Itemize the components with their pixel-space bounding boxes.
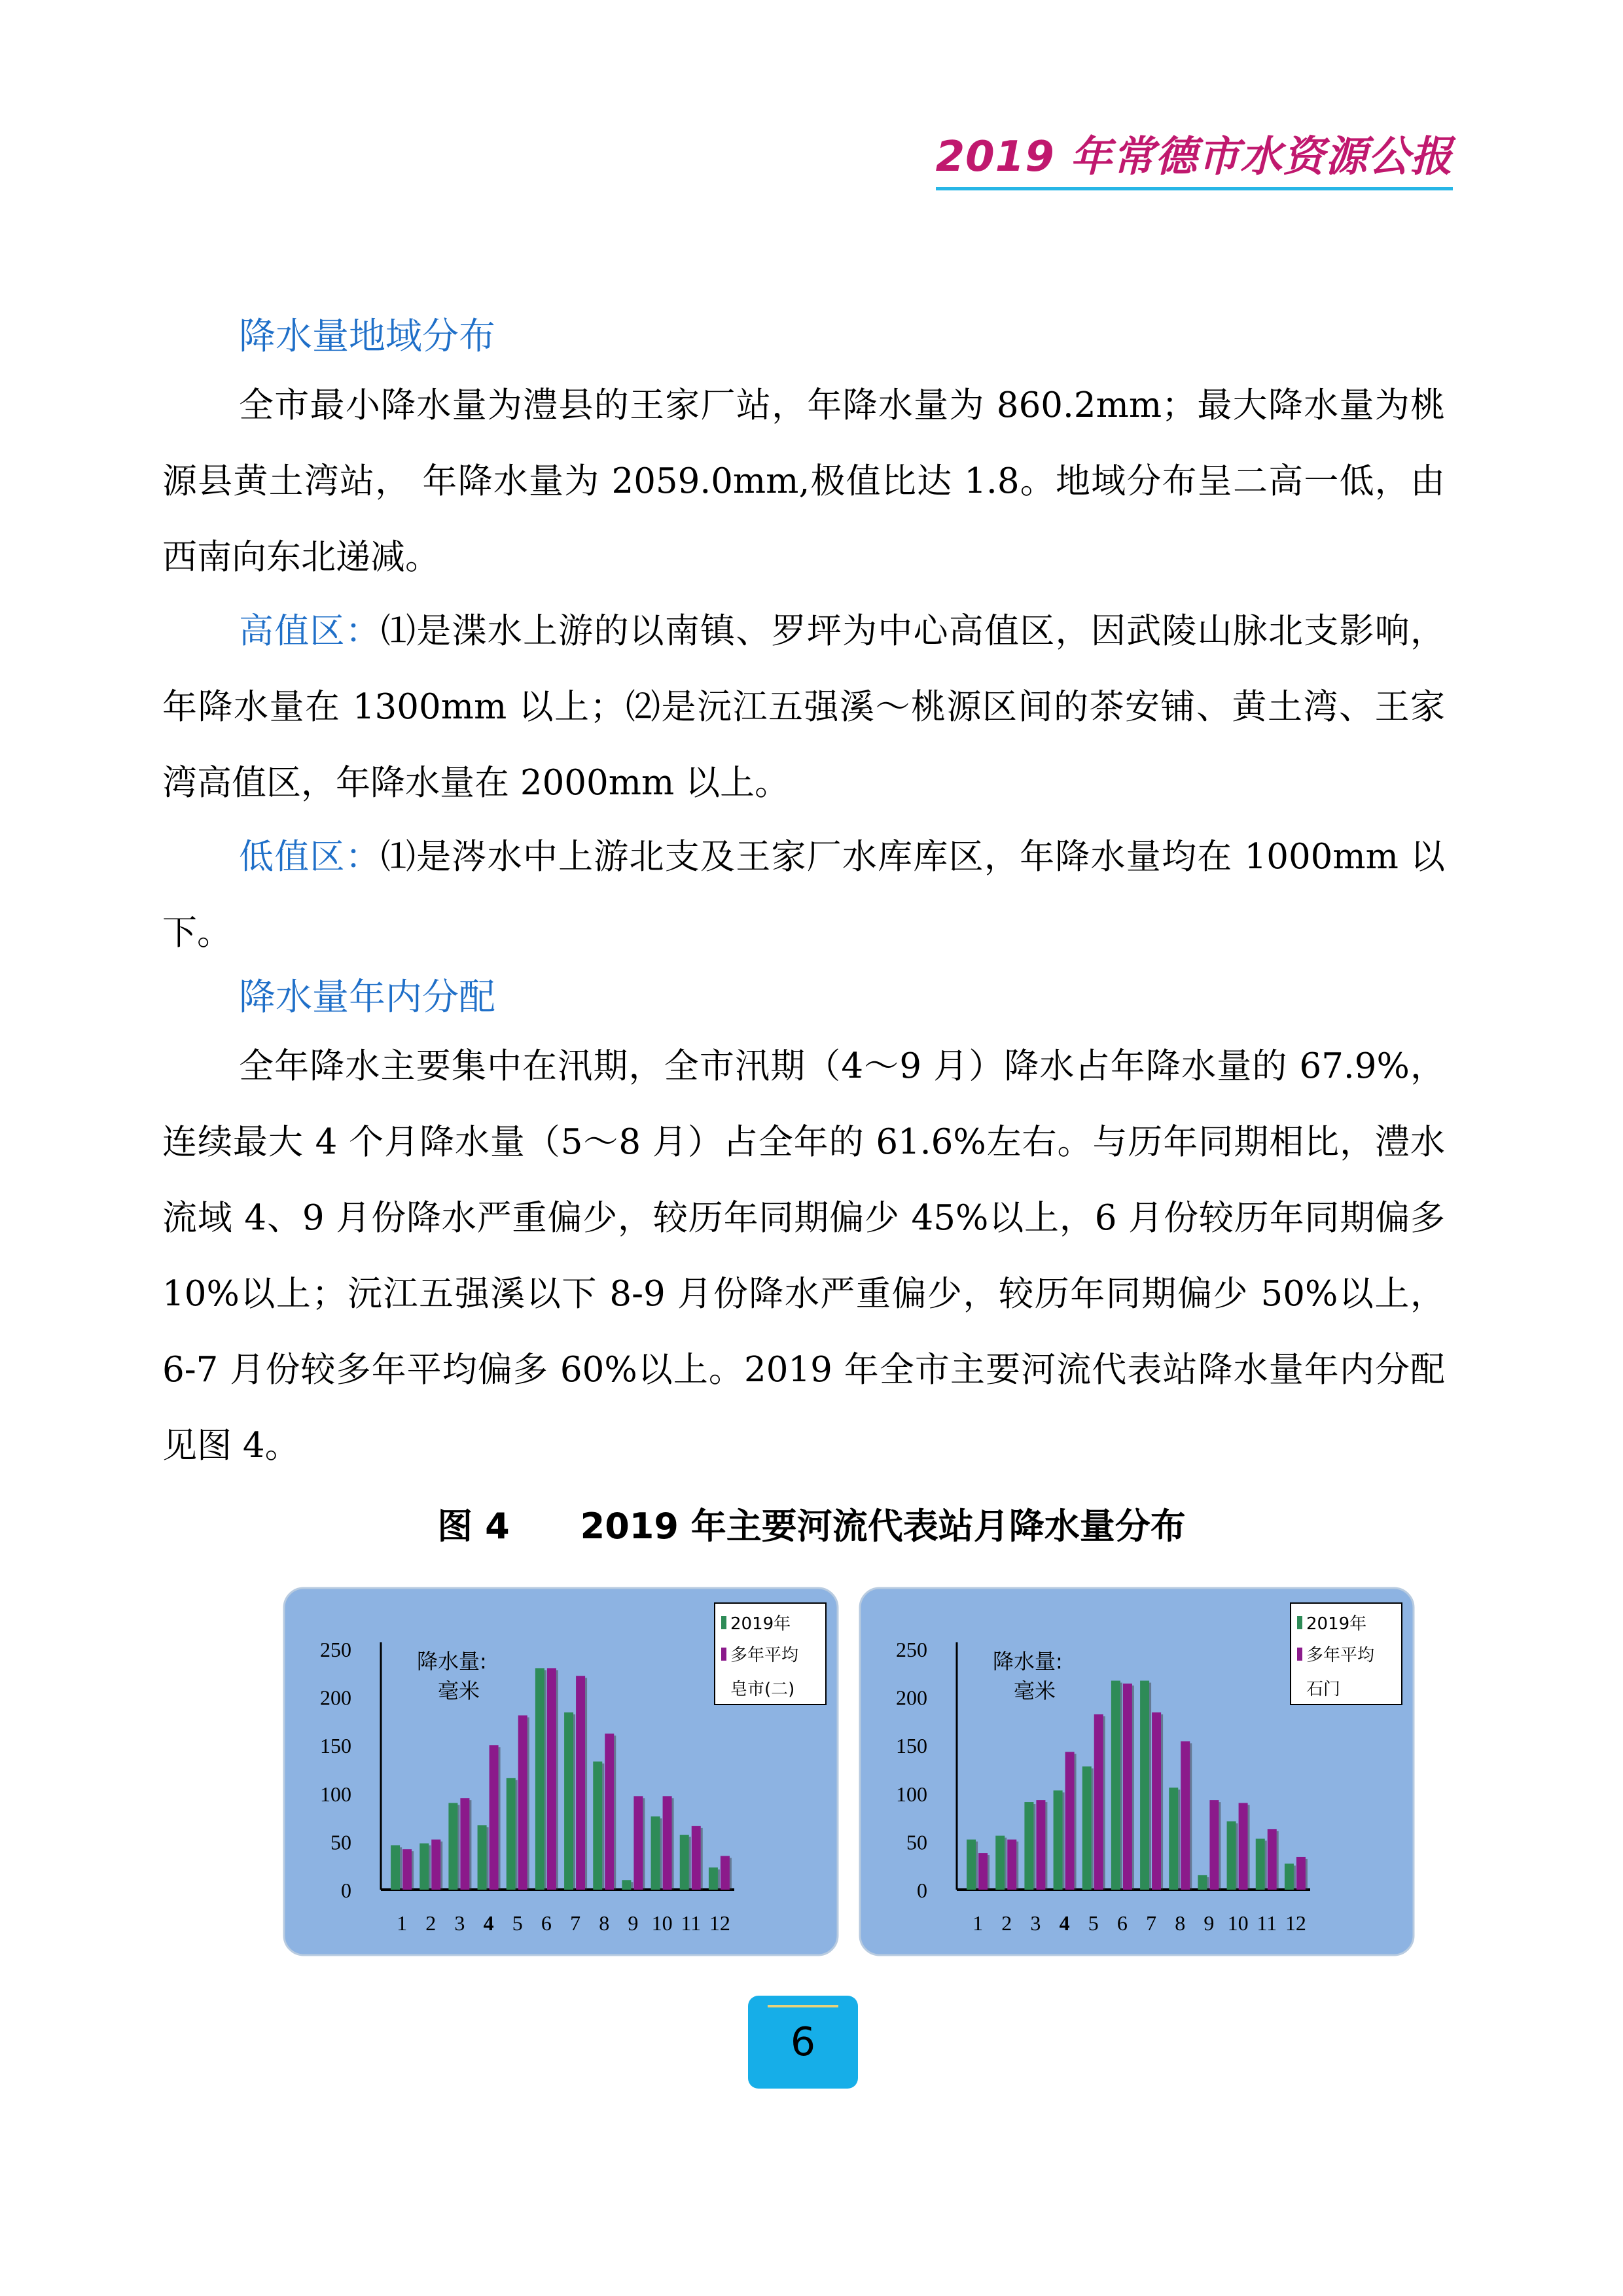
x-tick-label: 3 — [454, 1911, 465, 1935]
bar-2019 — [1054, 1790, 1063, 1890]
x-tick-label: 1 — [397, 1911, 408, 1935]
y-axis-label: 降水量: — [417, 1649, 487, 1674]
bar-shadow — [1092, 1769, 1094, 1890]
bar-shadow — [1132, 1686, 1134, 1890]
bar-shadow — [602, 1763, 604, 1890]
bar-shadow — [701, 1828, 703, 1890]
bar-average — [663, 1796, 672, 1890]
bar-2019 — [419, 1843, 429, 1890]
bar-2019 — [1082, 1767, 1092, 1890]
x-tick-label: 9 — [1204, 1911, 1215, 1935]
x-tick-label: 8 — [1175, 1911, 1186, 1935]
bar-2019 — [1285, 1863, 1294, 1890]
bar-2019 — [709, 1867, 718, 1890]
station-label: 皂市(二) — [730, 1680, 795, 1699]
x-tick-label: 5 — [1088, 1911, 1099, 1935]
bar-2019 — [680, 1835, 689, 1890]
x-tick-label: 12 — [1285, 1911, 1306, 1935]
bar-shadow — [544, 1670, 546, 1890]
x-tick-label: 12 — [709, 1911, 730, 1935]
legend-swatch — [721, 1616, 726, 1629]
bar-shadow — [660, 1818, 662, 1890]
bar-average — [721, 1856, 730, 1890]
bar-shadow — [631, 1882, 633, 1890]
bar-shadow — [1045, 1802, 1047, 1890]
bar-shadow — [585, 1678, 587, 1890]
bar-shadow — [1306, 1859, 1308, 1890]
bar-shadow — [1016, 1841, 1018, 1890]
y-tick-label: 150 — [896, 1734, 927, 1758]
bar-shadow — [429, 1845, 431, 1890]
bar-shadow — [1294, 1865, 1296, 1890]
bar-shadow — [1178, 1790, 1180, 1890]
bar-average — [978, 1853, 988, 1890]
bar-average — [692, 1826, 701, 1890]
x-tick-label: 6 — [541, 1911, 552, 1935]
y-tick-label: 150 — [320, 1734, 351, 1758]
section-heading-regional-distribution: 降水量地域分布 — [239, 315, 495, 358]
bar-shadow — [400, 1847, 402, 1890]
y-tick-label: 100 — [896, 1782, 927, 1806]
bar-2019 — [507, 1778, 516, 1890]
chart-panel-zaoshi — [283, 1587, 839, 1956]
bar-shadow — [689, 1837, 691, 1890]
bar-2019 — [1140, 1681, 1149, 1890]
paragraph-high-value-zone — [162, 593, 1445, 821]
x-tick-label: 5 — [512, 1911, 523, 1935]
bar-2019 — [448, 1803, 457, 1890]
legend-label: 多年平均 — [730, 1646, 799, 1665]
paragraph-annual-distribution: 全年降水主要集中在汛期，全市汛期（4～9 月）降水占年降水量的 67.9%，连续最大 4 个月降水量（5～8 月）占全年的 61.6%左右。与历年同期相比，澧水流域 4、9 月份降水严重偏少，较历年同期偏少 45%以上，6 月份较历年同期偏多 10%以上；沅江五强溪以下 8-9 月份降水严重偏少，较历年同期偏少 50%以上，6-7 月份较多年平均偏多 60%以上。2019 年全市主要河流代表站降水量年内分配见图 4。 — [162, 1046, 1445, 1466]
bar-shadow — [1248, 1805, 1250, 1890]
bar-2019 — [1227, 1821, 1236, 1890]
bar-2019 — [478, 1825, 487, 1890]
y-tick-label: 0 — [341, 1879, 351, 1902]
bar-shadow — [988, 1855, 990, 1890]
y-axis-label: 降水量: — [993, 1649, 1063, 1674]
bar-shadow — [556, 1670, 558, 1890]
x-tick-label: 8 — [599, 1911, 610, 1935]
bar-average — [490, 1745, 499, 1890]
bar-shadow — [614, 1736, 616, 1890]
page-number: 6 — [790, 2019, 816, 2065]
x-tick-label: 11 — [1257, 1911, 1277, 1935]
y-tick-label: 50 — [330, 1830, 351, 1854]
bar-average — [576, 1676, 585, 1890]
bar-average — [402, 1849, 412, 1890]
bar-shadow — [1190, 1743, 1192, 1890]
bar-shadow — [573, 1714, 575, 1890]
bar-average — [1152, 1712, 1161, 1890]
legend-label: 2019年 — [1306, 1614, 1367, 1634]
bar-2019 — [1198, 1875, 1207, 1890]
y-tick-label: 200 — [320, 1686, 351, 1710]
legend-swatch — [721, 1648, 726, 1661]
station-label: 石门 — [1306, 1680, 1341, 1699]
x-tick-label: 7 — [1146, 1911, 1157, 1935]
bar-shadow — [730, 1858, 732, 1890]
bar-average — [1209, 1800, 1219, 1890]
y-tick-label: 100 — [320, 1782, 351, 1806]
bar-2019 — [995, 1836, 1005, 1890]
bar-2019 — [622, 1880, 631, 1890]
bar-shadow — [457, 1805, 459, 1890]
bar-shadow — [1277, 1831, 1279, 1890]
x-tick-label: 10 — [1227, 1911, 1249, 1935]
bar-2019 — [1169, 1788, 1178, 1890]
bar-2019 — [535, 1668, 544, 1890]
bar-shadow — [643, 1798, 645, 1890]
bar-average — [1123, 1684, 1132, 1890]
y-tick-label: 200 — [896, 1686, 927, 1710]
bar-shadow — [1207, 1877, 1209, 1890]
x-tick-label: 4 — [483, 1911, 494, 1935]
bar-shadow — [440, 1841, 442, 1890]
x-tick-label: 6 — [1116, 1911, 1128, 1935]
x-tick-label: 1 — [972, 1911, 984, 1935]
y-axis-unit-label: 毫米 — [1014, 1678, 1056, 1703]
low-value-zone-text: ⑴是涔水中上游北支及王家厂水库库区，年降水量均在 1000mm 以下。 — [162, 837, 1445, 953]
bar-average — [1094, 1714, 1103, 1890]
x-tick-label: 3 — [1030, 1911, 1041, 1935]
bar-shadow — [718, 1869, 720, 1890]
bar-2019 — [651, 1816, 660, 1890]
bar-shadow — [1149, 1683, 1151, 1890]
bar-shadow — [1033, 1804, 1035, 1890]
bar-average — [518, 1716, 527, 1890]
bar-shadow — [1120, 1683, 1122, 1890]
bar-shadow — [1075, 1754, 1077, 1890]
low-value-zone-label: 低值区： — [239, 837, 381, 877]
x-tick-label: 2 — [425, 1911, 437, 1935]
y-tick-label: 250 — [896, 1638, 927, 1661]
bar-average — [1065, 1752, 1075, 1890]
bar-2019 — [1111, 1681, 1120, 1890]
high-value-zone-text: ⑴是渫水上游的以南镇、罗坪为中心高值区，因武陵山脉北支影响，年降水量在 1300mm 以上；⑵是沅江五强溪～桃源区间的茶安铺、黄土湾、王家湾高值区，年降水量在 2000mm 以上。 — [162, 611, 1446, 803]
y-axis-unit-label: 毫米 — [438, 1678, 480, 1703]
bar-shadow — [516, 1780, 518, 1890]
bar-shadow — [1161, 1714, 1163, 1890]
bar-shadow — [1063, 1792, 1065, 1890]
bar-shadow — [1219, 1802, 1221, 1890]
bar-average — [460, 1798, 469, 1890]
bar-average — [1296, 1857, 1306, 1890]
bar-average — [605, 1734, 614, 1890]
x-tick-label: 10 — [651, 1911, 673, 1935]
y-tick-label: 50 — [906, 1830, 927, 1854]
bar-2019 — [391, 1845, 400, 1890]
bar-average — [1239, 1803, 1248, 1890]
bar-shadow — [499, 1747, 501, 1890]
bar-shadow — [469, 1800, 471, 1890]
y-tick-label: 250 — [320, 1638, 351, 1661]
page-number-badge — [748, 1996, 858, 2089]
x-tick-label: 9 — [628, 1911, 639, 1935]
bar-shadow — [487, 1827, 489, 1890]
legend-swatch — [1297, 1648, 1302, 1661]
y-tick-label: 0 — [917, 1879, 927, 1902]
chart-panel-shimen — [859, 1587, 1415, 1956]
bar-shadow — [1236, 1823, 1238, 1890]
bar-shadow — [412, 1851, 414, 1890]
bar-2019 — [967, 1839, 976, 1890]
bar-2019 — [593, 1761, 602, 1890]
legend-swatch — [1297, 1616, 1302, 1629]
bar-average — [547, 1668, 556, 1890]
bar-2019 — [1024, 1802, 1033, 1890]
bar-shadow — [527, 1718, 529, 1890]
bar-shadow — [1103, 1716, 1105, 1890]
bar-average — [1036, 1800, 1045, 1890]
chart-zaoshi — [283, 1587, 839, 1956]
bar-2019 — [1256, 1839, 1265, 1890]
bar-average — [633, 1796, 643, 1890]
bar-shadow — [976, 1841, 978, 1890]
bar-average — [431, 1839, 440, 1890]
bar-shadow — [1005, 1838, 1007, 1890]
chart-shimen — [859, 1587, 1415, 1956]
bar-average — [1181, 1741, 1190, 1890]
x-tick-label: 11 — [681, 1911, 702, 1935]
bar-shadow — [1265, 1841, 1267, 1890]
bar-average — [1268, 1829, 1277, 1890]
legend-label: 2019年 — [730, 1614, 791, 1634]
bar-average — [1007, 1839, 1016, 1890]
figure-caption: 图 4 2019 年主要河流代表站月降水量分布 — [437, 1506, 1186, 1547]
report-title: 2019 年常德市水资源公报 — [936, 123, 1453, 190]
bar-shadow — [672, 1798, 674, 1890]
paragraph-low-value-zone — [162, 819, 1445, 971]
bar-2019 — [564, 1712, 573, 1890]
x-tick-label: 2 — [1001, 1911, 1012, 1935]
badge-accent-line — [768, 2005, 838, 2007]
x-tick-label: 4 — [1059, 1911, 1070, 1935]
legend-label: 多年平均 — [1306, 1646, 1375, 1665]
section-heading-annual-distribution: 降水量年内分配 — [239, 976, 495, 1019]
x-tick-label: 7 — [570, 1911, 581, 1935]
paragraph-regional-distribution: 全市最小降水量为澧县的王家厂站，年降水量为 860.2mm；最大降水量为桃源县黄土湾站， 年降水量为 2059.0mm,极值比达 1.8。地域分布呈二高一低，由西南向东北递减。 — [162, 385, 1445, 577]
high-value-zone-label: 高值区： — [239, 611, 381, 651]
